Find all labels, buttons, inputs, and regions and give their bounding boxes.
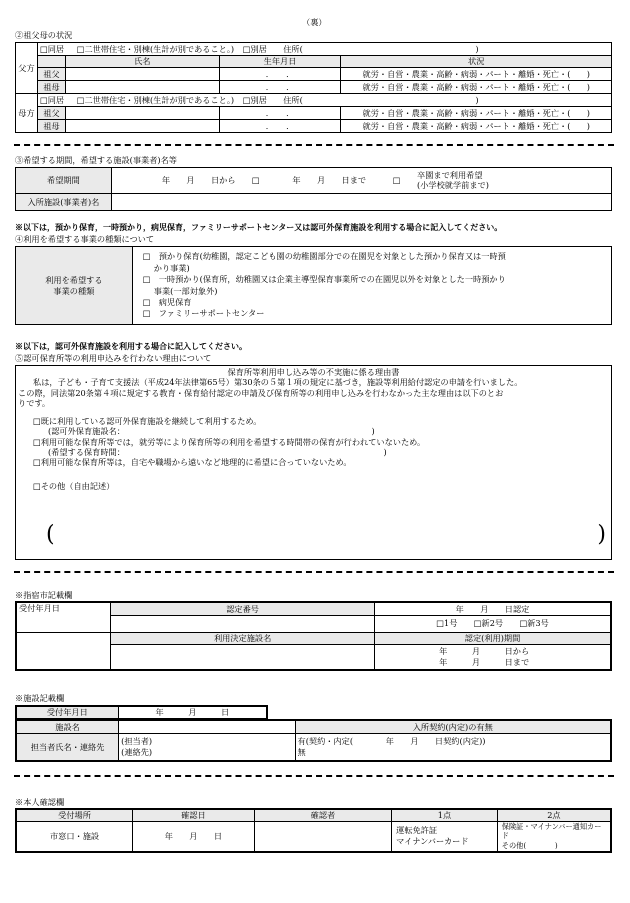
grandparents-table (15, 42, 612, 133)
city-received-field[interactable] (16, 632, 111, 670)
mother-grandmother-name[interactable] (65, 120, 219, 133)
period-table (15, 167, 612, 211)
checkbox-reason-continue[interactable]: □既に利用している認可外保育施設を継続して利用するため。 (33, 416, 262, 426)
checkbox-same-house[interactable]: □同居 (39, 94, 65, 105)
contract-field[interactable] (295, 733, 611, 761)
checkbox-sick-child-care[interactable]: □ 病児保育 (142, 296, 192, 307)
service-type-label: 利用を希望する 事業の種類 (16, 247, 133, 325)
decided-facility-label: 利用決定施設名 (111, 632, 375, 644)
cert-type-options[interactable]: □1号 □新2号 □新3号 (375, 615, 611, 632)
note-1: ※以下は，預かり保育，一時預かり，病児保育，ファミリーサポートセンター又は認可外保育施設を利用する場合に記入してください。 (15, 222, 503, 232)
section-4-title: ④利用を希望する事業の種類について (15, 234, 155, 244)
facility-name-field[interactable] (119, 720, 295, 733)
facility-name-label: 施設名 (16, 720, 119, 733)
mother-grandfather-birth[interactable]: ． ． (219, 107, 341, 120)
page-label: （裏） (302, 17, 327, 27)
city-table (15, 601, 612, 671)
mother-grandmother-status[interactable]: 就労・自営・農業・高齢・病弱・パート・離婚・死亡・( ) (341, 120, 612, 133)
identity-table (15, 808, 612, 853)
col-one-item: 1点 (392, 809, 498, 821)
cert-no-label: 認定番号 (111, 602, 375, 615)
contract-label: 入所契約(内定)の有無 (295, 720, 611, 733)
period-field[interactable]: 年 月 日から □ 年 月 日まで □ 卒園まで利用希望 (小学校就学前まで) (111, 168, 611, 194)
one-item-options[interactable]: 運転免許証 マイナンバーカード (392, 821, 498, 852)
father-grandfather-name[interactable] (65, 68, 219, 81)
section-5-title: ⑤認可保育所等の利用申込みを行わない理由について (15, 353, 212, 363)
cert-period-label: 認定(利用)期間 (375, 632, 611, 644)
father-grandmother-name[interactable] (65, 81, 219, 94)
checkbox-same-house[interactable]: □同居 (39, 43, 65, 54)
facility-received-label: 受付年月日 (16, 706, 118, 718)
father-grandfather-status[interactable]: 就労・自営・農業・高齢・病弱・パート・離婚・死亡・( ) (341, 68, 612, 81)
mother-grandfather-name[interactable] (65, 107, 219, 120)
contract-yes-option[interactable]: 有(契約・内定( 年 月 日契約(内定)) (297, 735, 486, 746)
person-label: 担当者氏名・連絡先 (16, 733, 119, 761)
checkbox-separate[interactable]: □別居 住所( (242, 94, 303, 105)
service-type-options: □ 預かり保育(幼稚園，認定こども園の幼稚園部分での在園児を対象とした預かり保育又は一時預 かり事業) □ 一時預かり(保育所，幼稚園又は企業主導型保育事業所での在園児以外を対象とした一時預かり 事業(一部対象外) □ 病児保育 □ ファミリーサポートセンター (132, 247, 611, 325)
checkbox-reason-distance[interactable]: □利用可能な保育所等は，自宅や職場から遠いなど地理的に希望に合っていないため。 (33, 457, 352, 467)
cert-no-field[interactable] (111, 615, 375, 632)
side-mother-label: 母方 (16, 94, 38, 133)
col-status-header: 状況 (341, 56, 612, 68)
col-name-header: 氏名 (65, 56, 219, 68)
facility-received-table (15, 705, 268, 719)
father-grandmother-status[interactable]: 就労・自営・農業・高齢・病弱・パート・離婚・死亡・( ) (341, 81, 612, 94)
facility-received-field[interactable]: 年 月 日 (118, 706, 267, 718)
facility-name-field[interactable] (111, 194, 611, 211)
two-item-options[interactable]: 保険証・マイナンバー通知カード その他( ) (497, 821, 611, 852)
side-father-label: 父方 (16, 43, 38, 94)
row-grandmother-label: 祖母 (37, 120, 65, 133)
contract-no-option[interactable]: 無 (297, 746, 306, 757)
facility-section-title: ※施設記載欄 (15, 693, 65, 703)
divider-dashed (14, 571, 614, 573)
mother-grandfather-status[interactable]: 就労・自営・農業・高齢・病弱・パート・離婚・死亡・( ) (341, 107, 612, 120)
checkbox-until-graduation[interactable]: □ (392, 174, 401, 185)
identity-section-title: ※本人確認欄 (15, 797, 65, 807)
period-label: 希望期間 (16, 168, 112, 194)
row-grandfather-label: 祖父 (37, 107, 65, 120)
checkbox-two-generation[interactable]: □二世帯住宅・別棟(生計が別であること。) (76, 43, 235, 54)
father-grandmother-birth[interactable]: ． ． (219, 81, 341, 94)
checkbox-separate[interactable]: □別居 住所( (242, 43, 303, 54)
section-3-title: ③希望する期間，希望する施設(事業者)名等 (15, 155, 177, 165)
facility-name-label: 入所施設(事業者)名 (16, 194, 112, 211)
row-grandmother-label: 祖母 (37, 81, 65, 94)
col-two-items: 2点 (497, 809, 611, 821)
checkbox-extended-care[interactable]: □ 預かり保育(幼稚園，認定こども園の幼稚園部分での在園児を対象とした預かり保育又は一時預 (142, 251, 506, 262)
col-place: 受付場所 (16, 809, 133, 821)
mother-grandmother-birth[interactable]: ． ． (219, 120, 341, 133)
city-section-title: ※指宿市記載欄 (15, 590, 73, 600)
free-text-field[interactable]: ( ) (46, 522, 606, 547)
checkbox-family-support[interactable]: □ ファミリーサポートセンター (142, 308, 265, 319)
checker-field[interactable] (254, 821, 391, 852)
row-grandfather-label: 祖父 (37, 68, 65, 81)
reason-box-title: 保育所等利用申し込み等の不実施に係る理由書 (227, 367, 400, 377)
section-2-title: ②祖父母の状況 (15, 30, 73, 40)
col-birth-header: 生年月日 (219, 56, 341, 68)
date-value[interactable]: 年 月 日 (133, 821, 255, 852)
col-checker: 確認者 (254, 809, 391, 821)
reason-box: 保育所等利用申し込み等の不実施に係る理由書 私は，子ども・子育て支援法（平成24年法律第65号）第30条の５第１項の規定に基づき，施設等利用給付認定の申請を行いました。 この際，同法第20条第４項に規定する教育・保育給付認定の申請及び保育所等の利用申し込みを行わなかった主な理由は以下のとお りです。 □既に利用している認可外保育施設を継続して利用するため。 (認可外保育施設名： ) □利用可能な保育所等では，就労等により保育所等の利用を希望する時間帯の保育が行われていないため。 (希望する保育時間： ) □利用可能な保育所等は，自宅や職場から遠いなど地理的に希望に合っていないため。 □その他（自由記述） ( ) (15, 365, 612, 560)
cert-date[interactable]: 年 月 日認定 (375, 602, 611, 615)
father-grandfather-birth[interactable]: ． ． (219, 68, 341, 81)
divider-dashed (14, 144, 614, 146)
col-date: 確認日 (133, 809, 255, 821)
checkbox-temporary-care[interactable]: □ 一時預かり(保育所，幼稚園又は企業主導型保育事業所での在園児以外を対象とした一時預かり (142, 274, 506, 285)
divider-dashed (14, 775, 614, 777)
city-received-label: 受付年月日 (16, 602, 111, 632)
place-value[interactable]: 市窓口・施設 (16, 821, 133, 852)
cert-period-field[interactable]: 年 月 日から 年 月 日まで (375, 644, 611, 670)
mother-living-options: □同居 □二世帯住宅・別棟(生計が別であること。) □別居 住所( ) (37, 94, 611, 107)
decided-facility-field[interactable] (111, 644, 375, 670)
checkbox-reason-other[interactable]: □その他（自由記述） (33, 481, 115, 492)
father-living-options: □同居 □二世帯住宅・別棟(生計が別であること。) □別居 住所( ) (37, 43, 611, 56)
facility-table (15, 719, 612, 762)
note-2: ※以下は，認可外保育施設を利用する場合に記入してください。 (15, 341, 247, 351)
service-type-table (15, 246, 612, 325)
checkbox-two-generation[interactable]: □二世帯住宅・別棟(生計が別であること。) (76, 94, 235, 105)
checkbox-reason-hours[interactable]: □利用可能な保育所等では，就労等により保育所等の利用を希望する時間帯の保育が行われていないため。 (33, 436, 426, 447)
person-field[interactable]: (担当者) (連絡先) (119, 733, 295, 761)
